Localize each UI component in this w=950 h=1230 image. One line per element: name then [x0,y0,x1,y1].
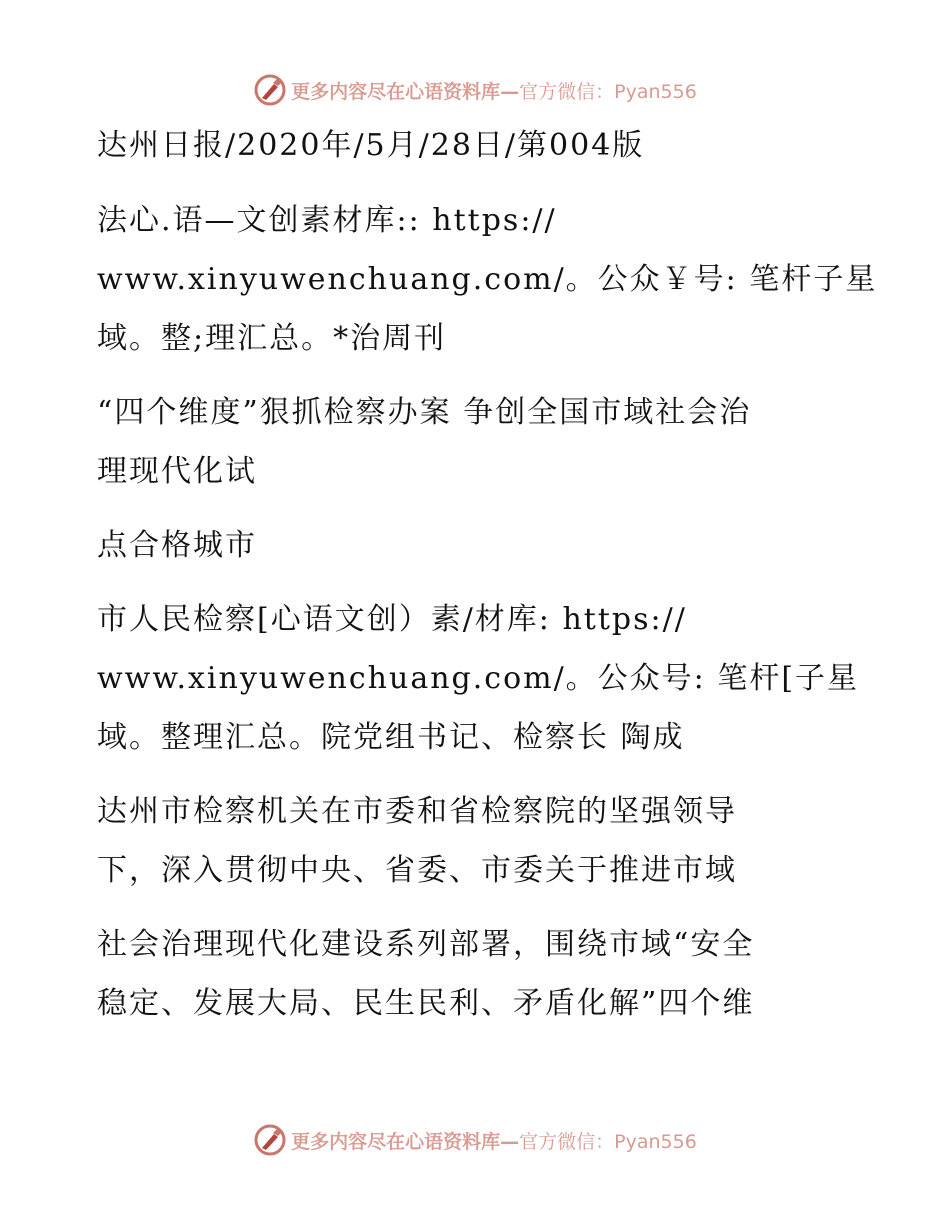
doc-line-paragraph: 社会治理现代化建设系列部署，围绕市域“安全 [97,927,755,962]
doc-line-headline: 理现代化试 [97,454,257,489]
doc-line-headline: 点合格城市 [97,528,257,563]
doc-line-paragraph: 达州市检察机关在市委和省检察院的坚强领导 [97,794,737,829]
doc-line: 市人民检察[心语文创）素/材库: https:// [97,602,687,637]
watermark-site-text: 更多内容尽在心语资料库— [291,80,520,103]
doc-line: 法心.语—文创素材库:: https:// [97,203,557,238]
pen-seal-logo-icon [253,1123,287,1157]
watermark-wechat-text: 官方微信：Pyan556 [519,80,697,103]
watermark-wechat-text: 官方微信：Pyan556 [519,1130,697,1153]
doc-line-headline: “四个维度”狠抓检察办案 争创全国市域社会治 [97,395,752,430]
doc-line-author: 域。整理汇总。院党组书记、检察长 陶成 [97,720,685,755]
doc-line: www.xinyuwenchuang.com/。公众￥号: 笔杆子星 [97,262,878,297]
doc-line: 域。整;理汇总。*治周刊 [97,321,447,356]
doc-line-source: 达州日报/2020年/5月/28日/第004版 [97,128,645,163]
doc-line-paragraph: 稳定、发展大局、民生民利、矛盾化解”四个维 [97,986,755,1021]
footer-watermark [0,1120,950,1160]
doc-line-paragraph: 下，深入贯彻中央、省委、市委关于推进市域 [97,853,737,888]
watermark-site-text: 更多内容尽在心语资料库— [291,1130,520,1153]
doc-line: www.xinyuwenchuang.com/。公众号: 笔杆[子星 [97,661,860,696]
watermark-text [291,1127,697,1154]
